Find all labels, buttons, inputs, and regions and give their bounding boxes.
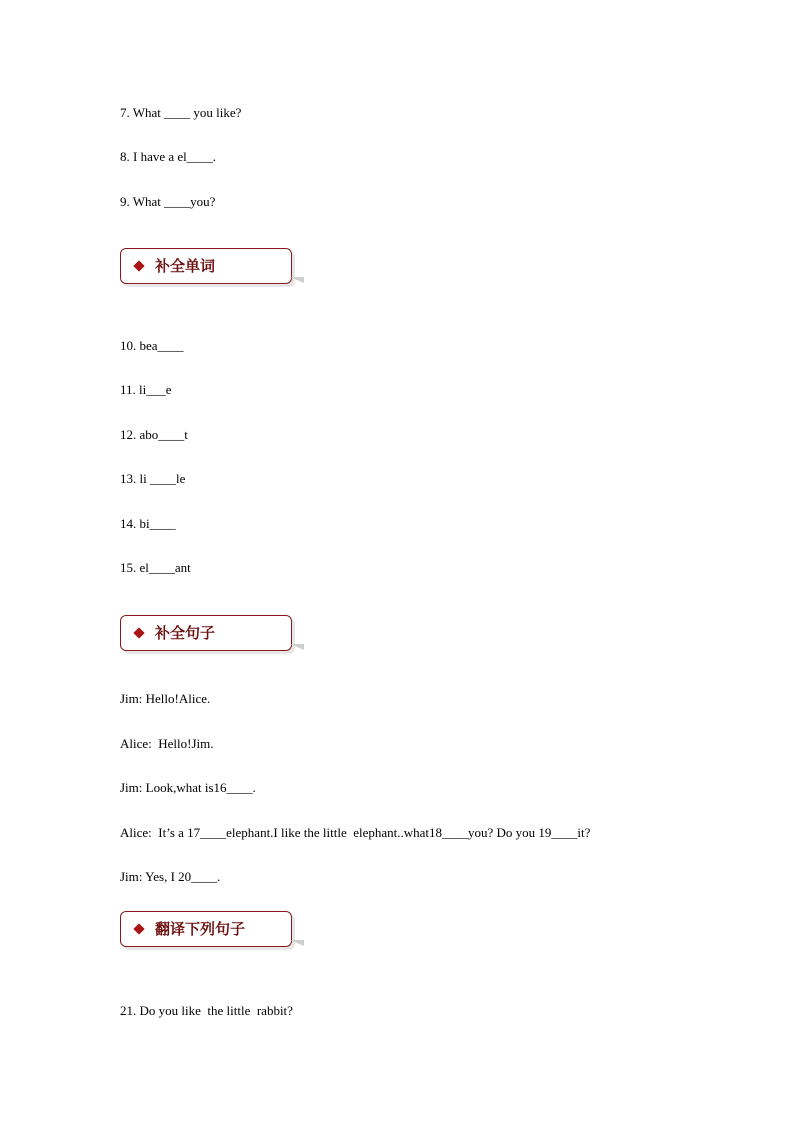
section-header-complete-sentences xyxy=(120,615,292,651)
section-corner-decoration xyxy=(290,277,304,283)
section-corner-decoration xyxy=(290,644,304,650)
question-11: 11. li___e xyxy=(120,382,172,397)
diamond-bullet-icon xyxy=(133,260,144,271)
question-12: 12. abo____t xyxy=(120,427,188,442)
diamond-bullet-icon xyxy=(133,923,144,934)
section-corner-decoration xyxy=(290,940,304,946)
question-13: 13. li ____le xyxy=(120,471,186,486)
section-title: 补全单词 xyxy=(155,257,216,275)
question-9: 9. What ____you? xyxy=(120,194,216,209)
section-header-translate xyxy=(120,911,292,947)
dialogue-line-3: Jim: Look,what is16____. xyxy=(120,780,256,795)
diamond-bullet-icon xyxy=(133,627,144,638)
question-8: 8. I have a el____. xyxy=(120,149,217,164)
dialogue-line-4: Alice: It’s a 17____elephant.I like the little elephant..what18____you? Do you 19____it? xyxy=(120,825,591,840)
section-header-complete-words xyxy=(120,248,292,284)
question-14: 14. bi____ xyxy=(120,516,176,531)
section-title: 补全句子 xyxy=(155,624,216,642)
dialogue-line-2: Alice: Hello!Jim. xyxy=(120,736,214,751)
dialogue-line-5: Jim: Yes, I 20____. xyxy=(120,869,221,884)
section-title: 翻译下列句子 xyxy=(155,920,246,938)
question-15: 15. el____ant xyxy=(120,560,191,575)
question-10: 10. bea____ xyxy=(120,338,184,353)
question-7: 7. What ____ you like? xyxy=(120,105,242,120)
question-21: 21. Do you like the little rabbit? xyxy=(120,1003,293,1018)
dialogue-line-1: Jim: Hello!Alice. xyxy=(120,691,211,706)
